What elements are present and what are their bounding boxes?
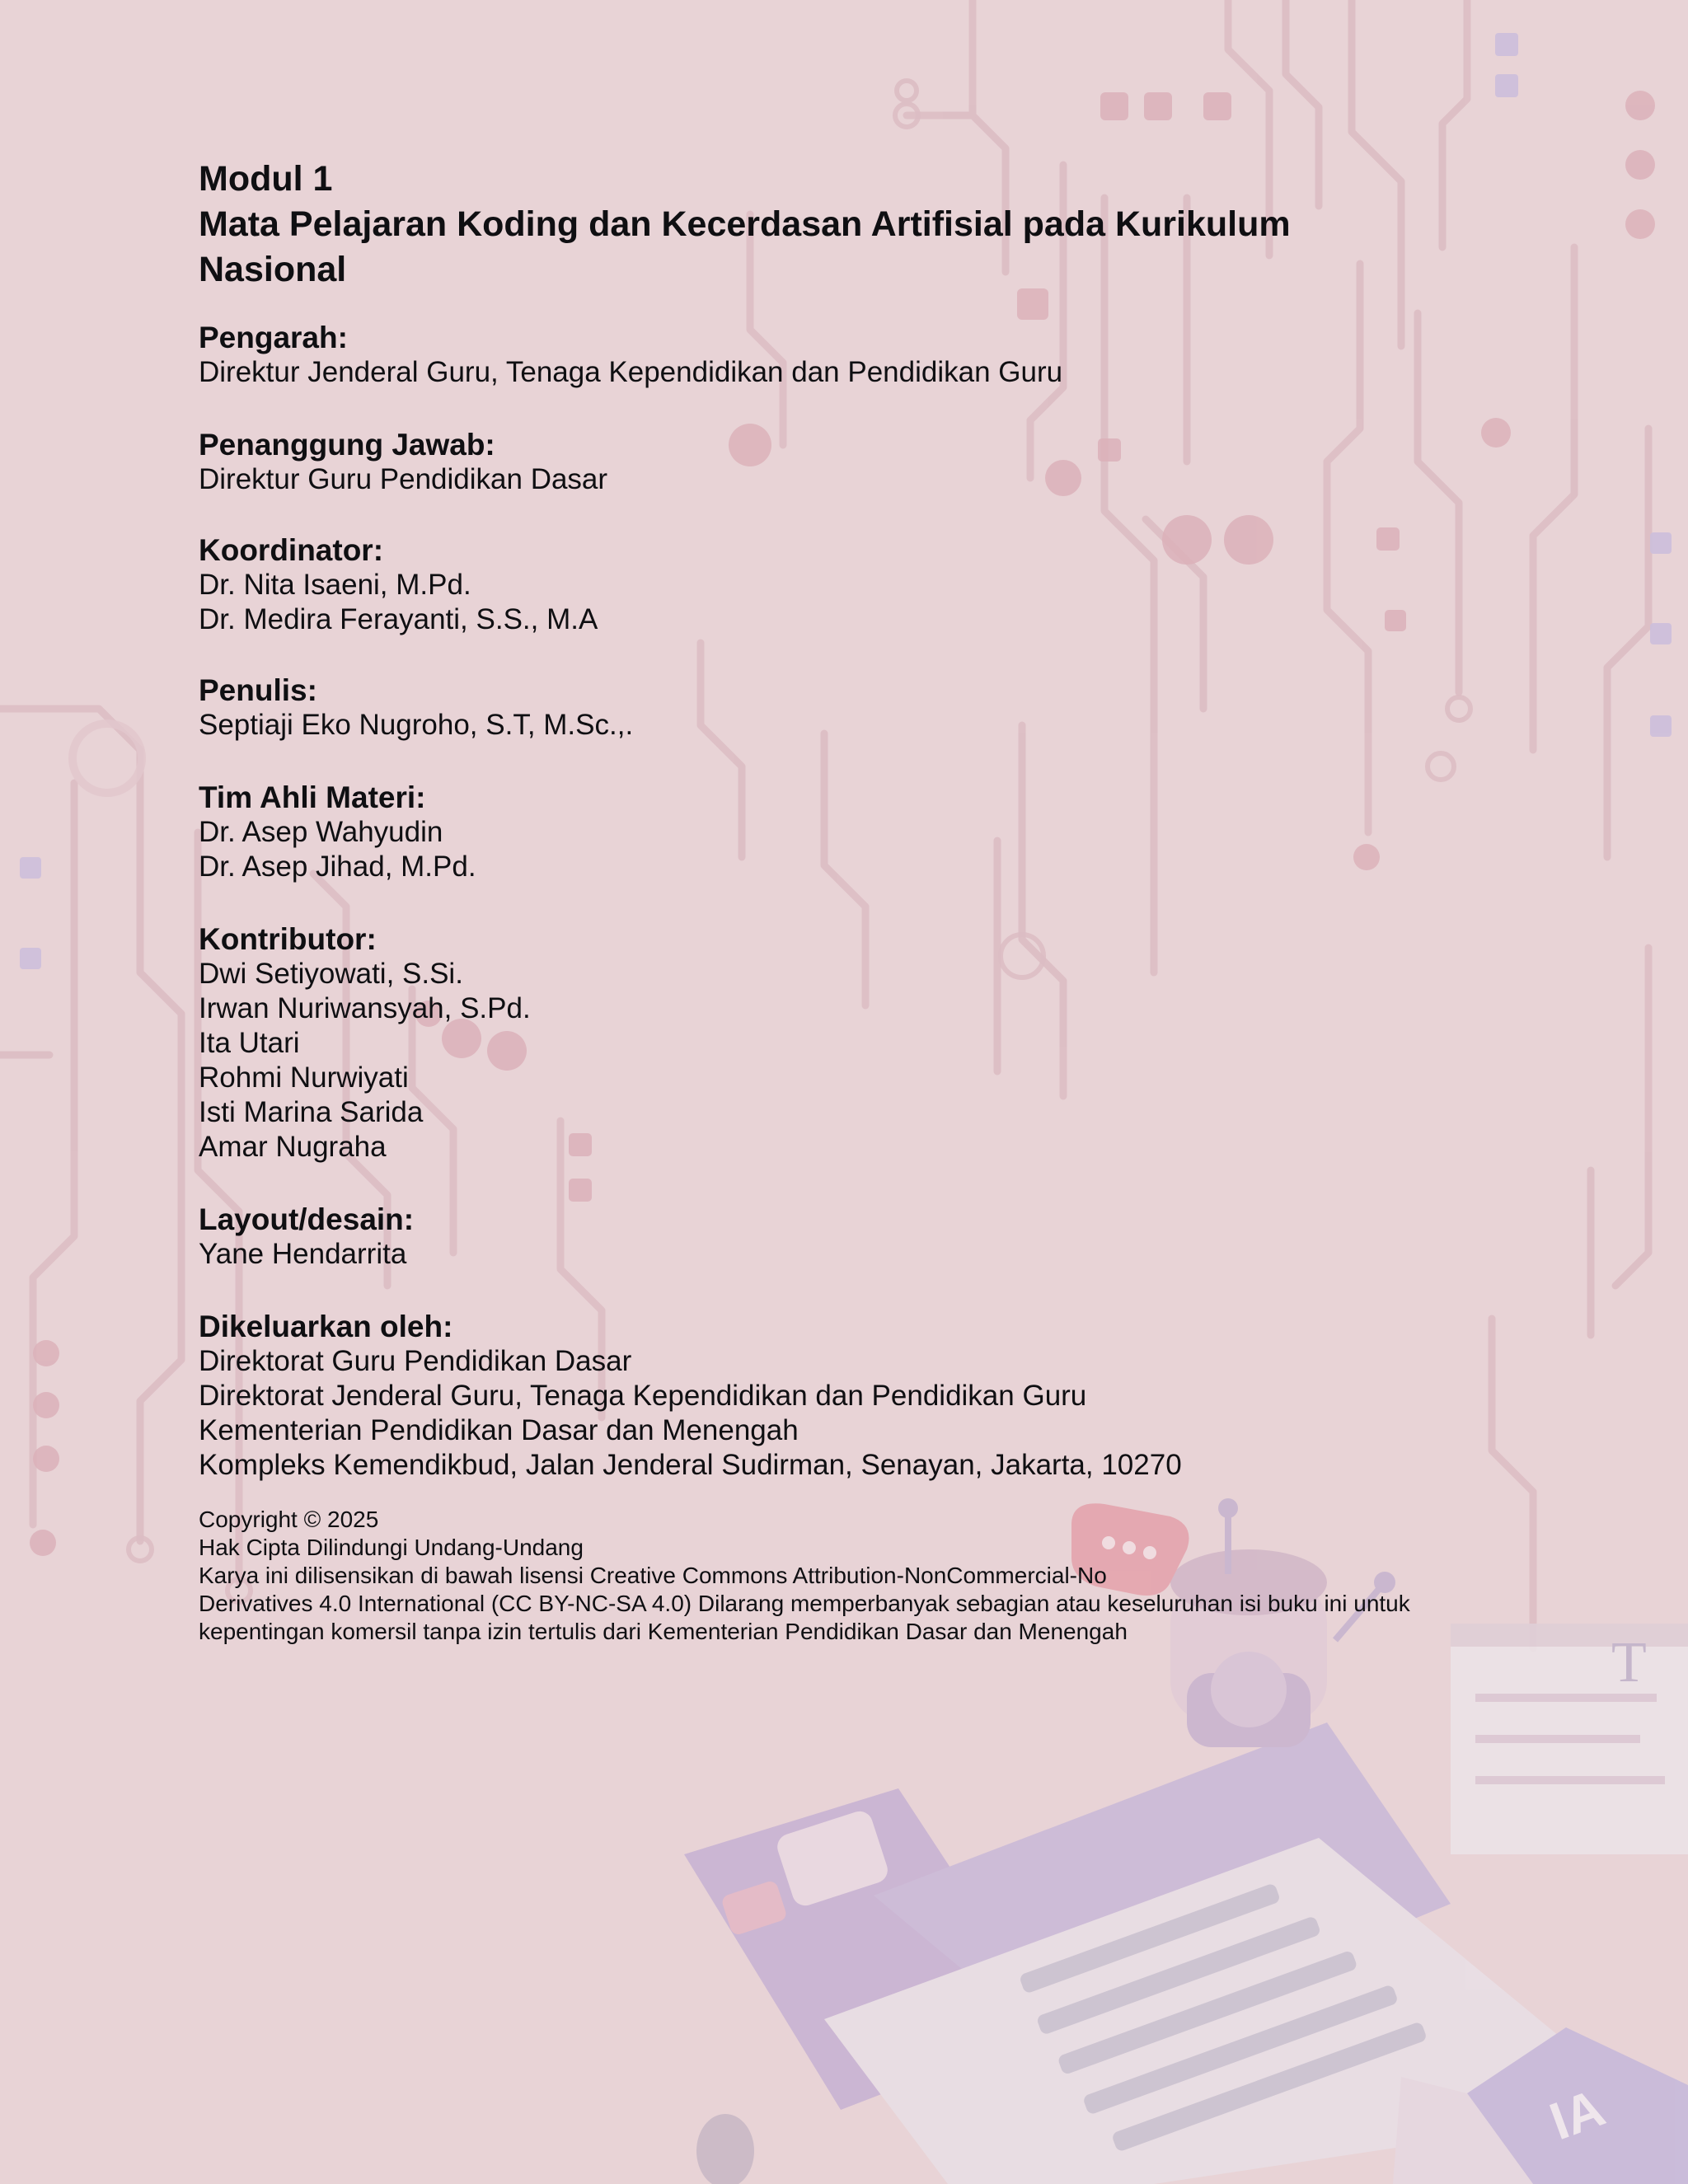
section-line: Kementerian Pendidikan Dasar dan Menengah <box>199 1414 799 1446</box>
section-line: Direktorat Jenderal Guru, Tenaga Kependidikan dan Pendidikan Guru <box>199 1380 1087 1412</box>
section-line: Dr. Asep Jihad, M.Pd. <box>199 851 476 883</box>
section-tim-ahli-materi <box>199 780 1550 884</box>
section-heading: Penanggung Jawab: <box>199 428 495 462</box>
section-line: Dwi Setiyowati, S.Si. <box>199 958 463 990</box>
section-line: Rohmi Nurwiyati <box>199 1062 409 1094</box>
section-line: Irwan Nuriwansyah, S.Pd. <box>199 992 531 1024</box>
t-tile-text: T <box>1611 1631 1647 1694</box>
colophon <box>199 157 1550 1646</box>
section-line: Kompleks Kemendikbud, Jalan Jenderal Sudirman, Senayan, Jakarta, 10270 <box>199 1449 1182 1481</box>
section-line: Ita Utari <box>199 1027 300 1059</box>
section-heading: Penulis: <box>199 673 317 707</box>
section-pengarah <box>199 321 1550 390</box>
section-heading: Koordinator: <box>199 533 384 567</box>
section-penulis <box>199 673 1550 743</box>
module-title-line-1: Mata Pelajaran Koding dan Kecerdasan Artifisial pada Kurikulum <box>199 204 1291 244</box>
section-heading: Pengarah: <box>199 321 348 354</box>
section-line: Yane Hendarrita <box>199 1238 407 1270</box>
ia-tile-text: IA <box>1542 2077 1612 2152</box>
copyright-line: Karya ini dilisensikan di bawah lisensi Creative Commons Attribution-NonCommercial-No <box>199 1563 1107 1588</box>
section-koordinator <box>199 533 1550 637</box>
copyright-notice <box>199 1506 1550 1646</box>
section-dikeluarkan-oleh <box>199 1310 1550 1483</box>
copyright-line: Copyright © 2025 <box>199 1507 379 1532</box>
section-kontributor <box>199 922 1550 1165</box>
section-heading: Dikeluarkan oleh: <box>199 1310 453 1343</box>
section-line: Dr. Medira Ferayanti, S.S., M.A <box>199 603 598 635</box>
copyright-line: kepentingan komersil tanpa izin tertulis dari Kementerian Pendidikan Dasar dan Menengah <box>199 1619 1128 1644</box>
section-heading: Tim Ahli Materi: <box>199 780 426 814</box>
module-title <box>199 157 1550 293</box>
section-line: Amar Nugraha <box>199 1131 387 1163</box>
section-heading: Layout/desain: <box>199 1202 415 1236</box>
section-line: Dr. Nita Isaeni, M.Pd. <box>199 569 471 601</box>
section-line: Septiaji Eko Nugroho, S.T, M.Sc.,. <box>199 709 634 741</box>
copyright-line: Hak Cipta Dilindungi Undang-Undang <box>199 1535 584 1560</box>
module-title-line-2: Nasional <box>199 250 347 289</box>
section-layout-desain <box>199 1202 1550 1272</box>
section-line: Direktur Jenderal Guru, Tenaga Kependidikan dan Pendidikan Guru <box>199 356 1063 388</box>
module-number: Modul 1 <box>199 159 333 199</box>
section-line: Isti Marina Sarida <box>199 1096 424 1128</box>
section-line: Dr. Asep Wahyudin <box>199 816 443 848</box>
section-penanggung-jawab <box>199 428 1550 497</box>
section-heading: Kontributor: <box>199 922 377 956</box>
section-line: Direktorat Guru Pendidikan Dasar <box>199 1345 632 1377</box>
copyright-line: Derivatives 4.0 International (CC BY-NC-SA 4.0) Dilarang memperbanyak sebagian atau keseluruhan isi buku ini untuk <box>199 1591 1410 1616</box>
section-line: Direktur Guru Pendidikan Dasar <box>199 463 608 495</box>
